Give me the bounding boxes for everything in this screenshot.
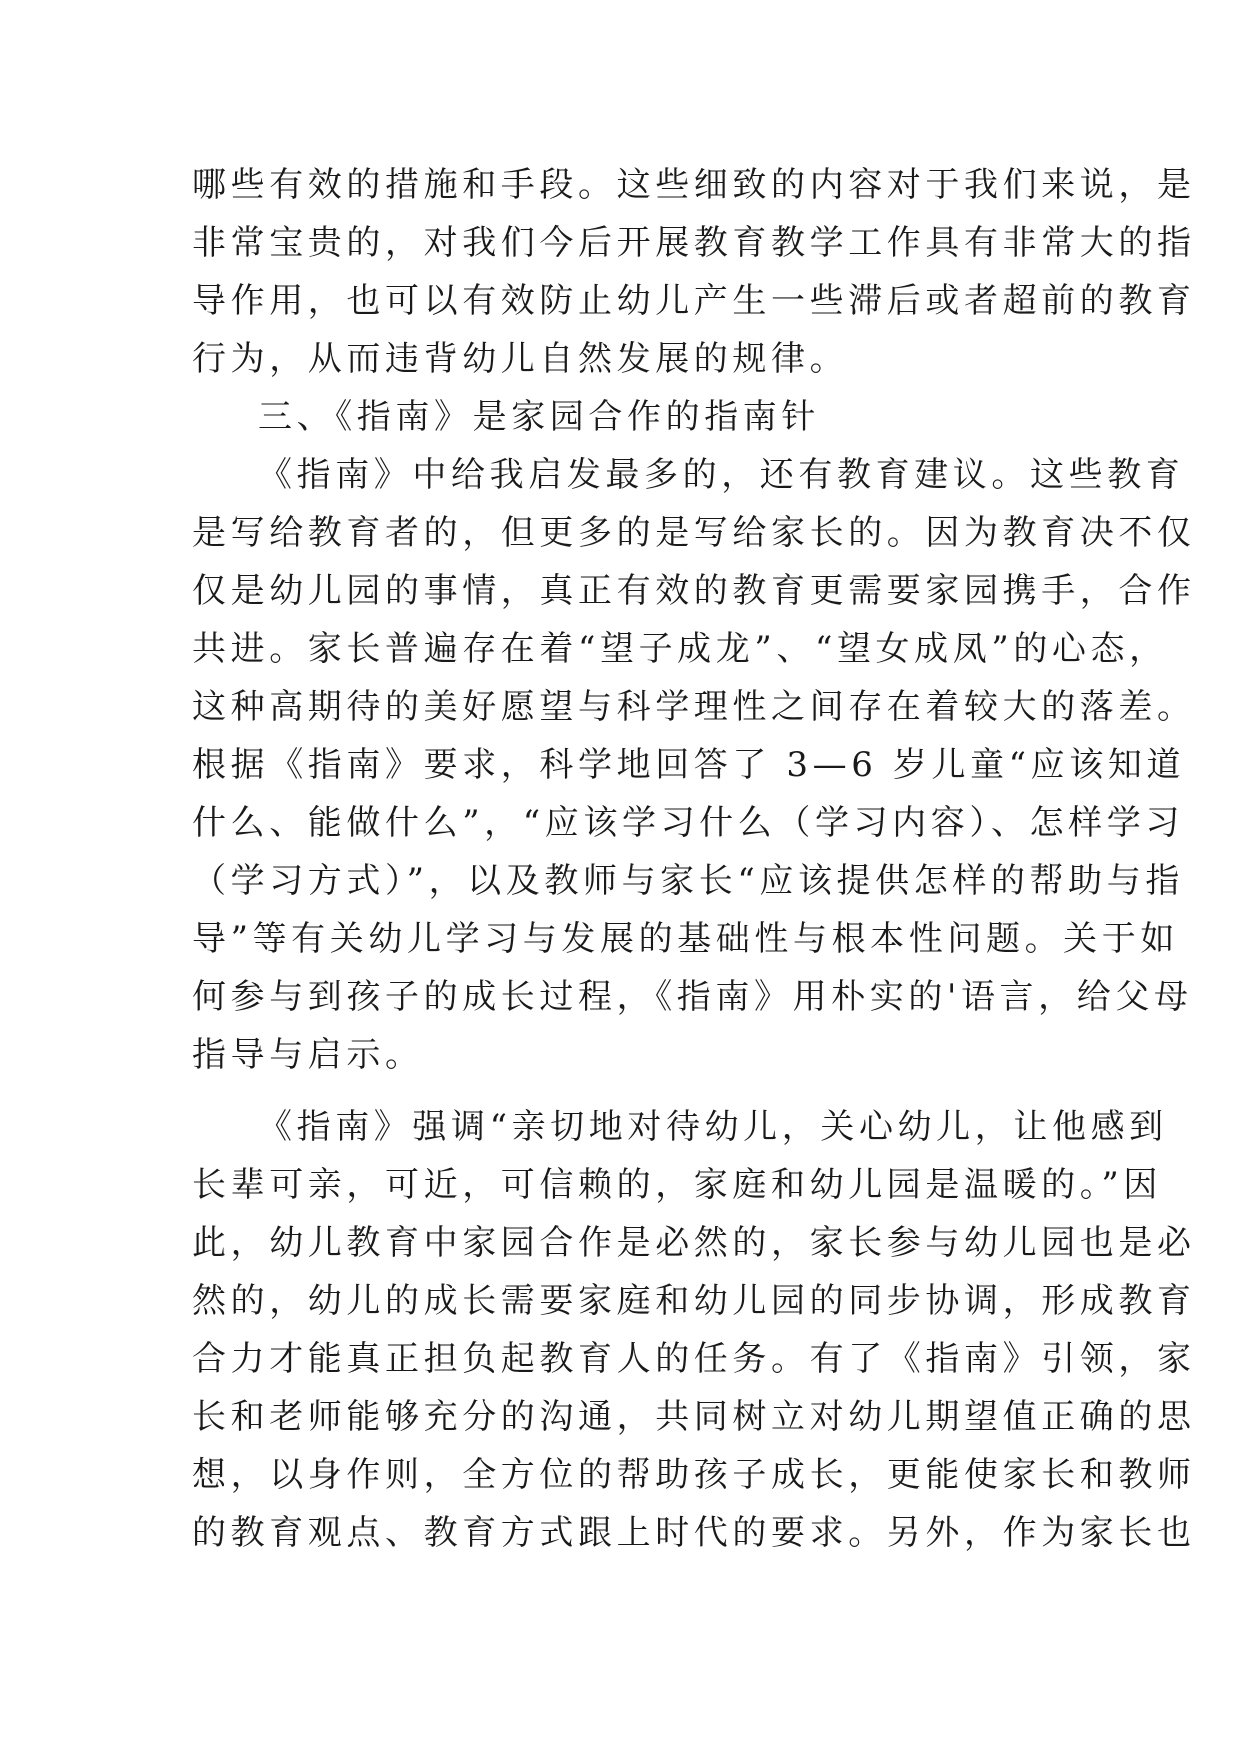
- text-line: 非常宝贵的，对我们今后开展教育教学工作具有非常大的指: [192, 223, 1196, 263]
- paragraph: [192, 446, 1196, 1084]
- text-line: 是写给教育者的，但更多的是写给家长的。因为教育决不仅: [192, 513, 1196, 553]
- text-line: 此，幼儿教育中家园合作是必然的，家长参与幼儿园也是必: [192, 1223, 1196, 1263]
- text-line: 长辈可亲，可近，可信赖的，家庭和幼儿园是温暖的。”因: [192, 1165, 1162, 1205]
- paragraph-gap: [192, 1084, 1052, 1098]
- section-heading-text: 三、《指南》是家园合作的指南针: [258, 397, 820, 437]
- text-line: （学习方式）”，以及教师与家长“应该提供怎样的帮助与指: [192, 861, 1184, 901]
- text-line: 的教育观点、教育方式跟上时代的要求。另外，作为家长也: [192, 1513, 1196, 1553]
- text-line: 《指南》强调“亲切地对待幼儿，关心幼儿，让他感到: [258, 1107, 1168, 1147]
- text-line: 《指南》中给我启发最多的，还有教育建议。这些教育: [258, 455, 1185, 495]
- text-line: 仅是幼儿园的事情，真正有效的教育更需要家园携手，合作: [192, 571, 1196, 611]
- text-line: 然的，幼儿的成长需要家庭和幼儿园的同步协调，形成教育: [192, 1281, 1196, 1321]
- text-line: 想，以身作则，全方位的帮助孩子成长，更能使家长和教师: [192, 1455, 1196, 1495]
- paragraph: [192, 156, 1196, 388]
- text-line: 共进。家长普遍存在着“望子成龙”、“望女成凤”的心态，: [192, 629, 1168, 669]
- text-line: 根据《指南》要求，科学地回答了 3—6 岁儿童“应该知道: [192, 745, 1186, 785]
- text-line: 导”等有关幼儿学习与发展的基础性与根本性问题。关于如: [192, 919, 1179, 959]
- text-line: 哪些有效的措施和手段。这些细致的内容对于我们来说，是: [192, 165, 1196, 205]
- paragraph: [192, 1098, 1196, 1562]
- document-body: [192, 156, 1196, 1562]
- text-line: 何参与到孩子的成长过程，《指南》用朴实的'语言，给父母: [192, 977, 1193, 1017]
- text-line: 行为，从而违背幼儿自然发展的规律。: [192, 339, 849, 379]
- section-heading: [192, 388, 1052, 446]
- text-line: 指导与启示。: [192, 1035, 424, 1075]
- text-line: 这种高期待的美好愿望与科学理性之间存在着较大的落差。: [192, 687, 1196, 727]
- text-line: 导作用，也可以有效防止幼儿产生一些滞后或者超前的教育: [192, 281, 1196, 321]
- text-line: 合力才能真正担负起教育人的任务。有了《指南》引领，家: [192, 1339, 1196, 1379]
- text-line: 长和老师能够充分的沟通，共同树立对幼儿期望值正确的思: [192, 1397, 1196, 1437]
- text-line: 什么、能做什么”，“应该学习什么（学习内容）、怎样学习: [192, 803, 1184, 843]
